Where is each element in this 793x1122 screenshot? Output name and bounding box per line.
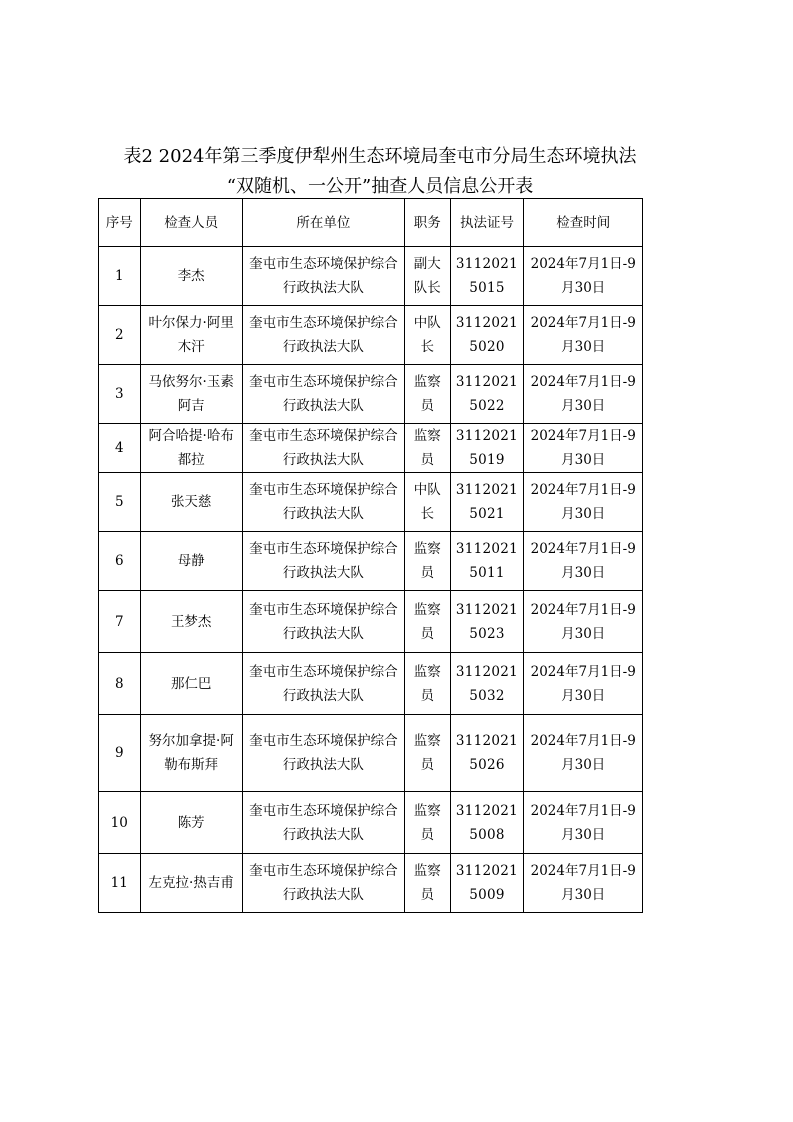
- cell-time: 2024年7月1日-9月30日: [524, 792, 643, 854]
- table-row: [99, 424, 643, 473]
- cell-cert: 31120215008: [450, 792, 524, 854]
- cell-unit: 奎屯市生态环境保护综合行政执法大队: [242, 424, 404, 473]
- cell-cert: 31120215011: [450, 532, 524, 591]
- cell-unit: 奎屯市生态环境保护综合行政执法大队: [242, 365, 404, 424]
- cell-no: 5: [99, 473, 141, 532]
- cell-time: 2024年7月1日-9月30日: [524, 306, 643, 365]
- cell-name: 努尔加拿提·阿勒布斯拜: [140, 715, 242, 792]
- cell-position: 监察员: [404, 424, 450, 473]
- cell-unit: 奎屯市生态环境保护综合行政执法大队: [242, 854, 404, 913]
- cell-no: 1: [99, 247, 141, 306]
- cell-time: 2024年7月1日-9月30日: [524, 424, 643, 473]
- cell-cert: 31120215021: [450, 473, 524, 532]
- cell-time: 2024年7月1日-9月30日: [524, 473, 643, 532]
- cell-unit: 奎屯市生态环境保护综合行政执法大队: [242, 532, 404, 591]
- cell-no: 11: [99, 854, 141, 913]
- inspectors-table: [98, 198, 643, 913]
- cell-no: 8: [99, 653, 141, 715]
- cell-name: 陈芳: [140, 792, 242, 854]
- cell-unit: 奎屯市生态环境保护综合行政执法大队: [242, 247, 404, 306]
- header-row: [99, 199, 643, 247]
- table-row: [99, 854, 643, 913]
- cell-unit: 奎屯市生态环境保护综合行政执法大队: [242, 306, 404, 365]
- cell-no: 4: [99, 424, 141, 473]
- cell-unit: 奎屯市生态环境保护综合行政执法大队: [242, 715, 404, 792]
- table-row: [99, 365, 643, 424]
- cell-no: 2: [99, 306, 141, 365]
- cell-position: 监察员: [404, 532, 450, 591]
- cell-cert: 31120215022: [450, 365, 524, 424]
- cell-name: 阿合哈提·哈布都拉: [140, 424, 242, 473]
- cell-position: 中队长: [404, 306, 450, 365]
- cell-time: 2024年7月1日-9月30日: [524, 591, 643, 653]
- table-body: [99, 247, 643, 913]
- table-row: [99, 532, 643, 591]
- header-name: 检查人员: [140, 199, 242, 247]
- cell-position: 副大队长: [404, 247, 450, 306]
- cell-no: 6: [99, 532, 141, 591]
- cell-cert: 31120215032: [450, 653, 524, 715]
- cell-position: 中队长: [404, 473, 450, 532]
- table-title-line-1: 表2 2024年第三季度伊犁州生态环境局奎屯市分局生态环境执法: [123, 146, 637, 167]
- cell-no: 3: [99, 365, 141, 424]
- header-cert: 执法证号: [450, 199, 524, 247]
- cell-unit: 奎屯市生态环境保护综合行政执法大队: [242, 653, 404, 715]
- cell-position: 监察员: [404, 591, 450, 653]
- cell-name: 张天慈: [140, 473, 242, 532]
- cell-no: 7: [99, 591, 141, 653]
- cell-cert: 31120215009: [450, 854, 524, 913]
- table-row: [99, 247, 643, 306]
- cell-position: 监察员: [404, 854, 450, 913]
- cell-cert: 31120215026: [450, 715, 524, 792]
- cell-time: 2024年7月1日-9月30日: [524, 715, 643, 792]
- cell-name: 左克拉·热吉甫: [140, 854, 242, 913]
- cell-name: 王梦杰: [140, 591, 242, 653]
- table-title-line-2: “双随机、一公开”抽查人员信息公开表: [226, 176, 534, 197]
- table-row: [99, 653, 643, 715]
- cell-name: 那仁巴: [140, 653, 242, 715]
- table-row: [99, 306, 643, 365]
- cell-position: 监察员: [404, 792, 450, 854]
- table-row: [99, 715, 643, 792]
- cell-position: 监察员: [404, 365, 450, 424]
- header-no: 序号: [99, 199, 141, 247]
- cell-name: 母静: [140, 532, 242, 591]
- cell-time: 2024年7月1日-9月30日: [524, 365, 643, 424]
- cell-name: 叶尔保力·阿里木汗: [140, 306, 242, 365]
- cell-cert: 31120215023: [450, 591, 524, 653]
- cell-cert: 31120215020: [450, 306, 524, 365]
- cell-unit: 奎屯市生态环境保护综合行政执法大队: [242, 591, 404, 653]
- table-header: [99, 199, 643, 247]
- cell-position: 监察员: [404, 715, 450, 792]
- cell-name: 马依努尔·玉素阿吉: [140, 365, 242, 424]
- cell-position: 监察员: [404, 653, 450, 715]
- cell-time: 2024年7月1日-9月30日: [524, 247, 643, 306]
- header-position: 职务: [404, 199, 450, 247]
- cell-time: 2024年7月1日-9月30日: [524, 532, 643, 591]
- cell-no: 10: [99, 792, 141, 854]
- table-row: [99, 591, 643, 653]
- cell-cert: 31120215019: [450, 424, 524, 473]
- cell-unit: 奎屯市生态环境保护综合行政执法大队: [242, 473, 404, 532]
- header-unit: 所在单位: [242, 199, 404, 247]
- cell-no: 9: [99, 715, 141, 792]
- cell-time: 2024年7月1日-9月30日: [524, 854, 643, 913]
- table-row: [99, 473, 643, 532]
- cell-name: 李杰: [140, 247, 242, 306]
- cell-time: 2024年7月1日-9月30日: [524, 653, 643, 715]
- table-row: [99, 792, 643, 854]
- cell-unit: 奎屯市生态环境保护综合行政执法大队: [242, 792, 404, 854]
- cell-cert: 31120215015: [450, 247, 524, 306]
- header-time: 检查时间: [524, 199, 643, 247]
